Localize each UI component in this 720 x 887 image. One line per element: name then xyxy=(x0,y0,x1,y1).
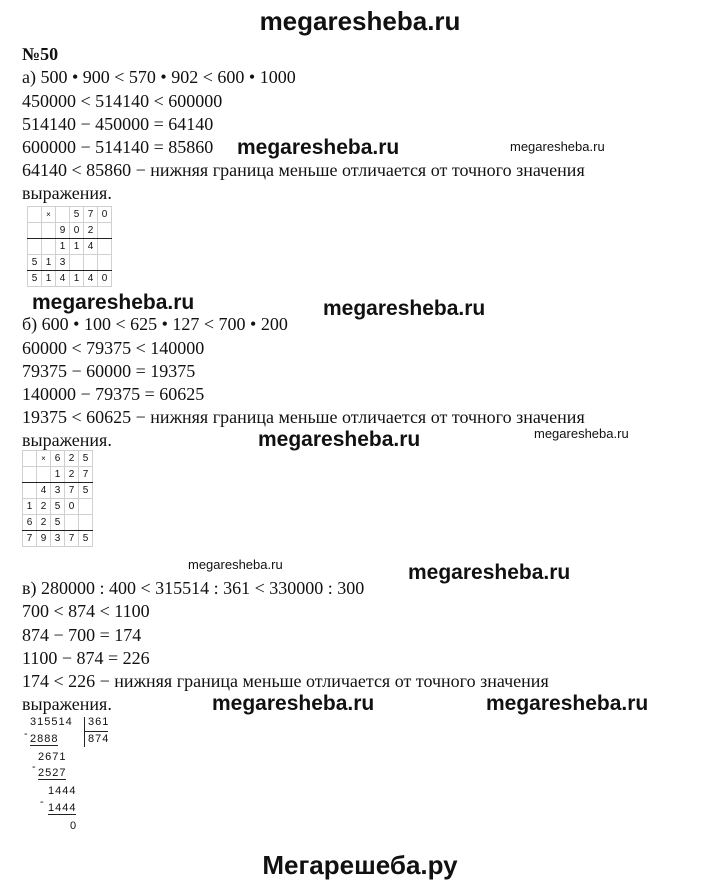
grid-cell: 5 xyxy=(70,207,84,223)
grid-cell xyxy=(42,239,56,255)
grid-cell: 2 xyxy=(37,499,51,515)
grid-cell xyxy=(79,499,93,515)
grid-cell xyxy=(28,223,42,239)
grid-cell xyxy=(70,255,84,271)
grid-cell xyxy=(84,255,98,271)
grid-cell xyxy=(23,451,37,467)
grid-cell: 9 xyxy=(37,531,51,547)
grid-cell xyxy=(23,467,37,483)
grid-cell: 5 xyxy=(51,499,65,515)
part-b-line-3: 79375 − 60000 = 19375 xyxy=(22,361,196,381)
watermark-small: megaresheba.ru xyxy=(510,139,605,154)
part-a-line-5: 64140 < 85860 − нижняя граница меньше отличается от точного значения xyxy=(22,160,585,180)
grid-cell: 5 xyxy=(79,531,93,547)
grid-cell: 7 xyxy=(23,531,37,547)
divisor: 361 xyxy=(88,716,110,728)
grid-cell: 3 xyxy=(51,483,65,499)
grid-cell: 1 xyxy=(70,271,84,287)
part-c-line-5: 174 < 226 − нижняя граница меньше отличается от точного значения xyxy=(22,671,549,691)
part-a-line-3: 514140 − 450000 = 64140 xyxy=(22,114,214,134)
grid-cell: 1 xyxy=(70,239,84,255)
times-sign: × xyxy=(37,451,51,467)
part-a-line-2: 450000 < 514140 < 600000 xyxy=(22,91,223,111)
grid-cell: 3 xyxy=(51,531,65,547)
grid-cell: 4 xyxy=(84,239,98,255)
grid-cell xyxy=(79,515,93,531)
part-b-line-6: выражения. xyxy=(22,430,112,450)
watermark-small: megaresheba.ru xyxy=(534,426,629,441)
grid-cell: 1 xyxy=(51,467,65,483)
grid-cell: 7 xyxy=(65,531,79,547)
dividend: 315514 xyxy=(30,716,73,728)
watermark: megaresheba.ru xyxy=(212,692,375,715)
part-b-line-1: б) 600 • 100 < 625 • 127 < 700 • 200 xyxy=(22,314,288,334)
multiplication-grid-b xyxy=(22,450,93,547)
division-bracket-horizontal xyxy=(84,731,108,732)
grid-cell xyxy=(23,483,37,499)
grid-cell: 4 xyxy=(56,271,70,287)
watermark: megaresheba.ru xyxy=(258,428,421,451)
grid-cell xyxy=(98,239,112,255)
grid-cell: 1 xyxy=(42,255,56,271)
watermark: megaresheba.ru xyxy=(486,692,649,715)
watermark: megaresheba.ru xyxy=(323,297,486,320)
grid-cell xyxy=(98,223,112,239)
minus-sign: - xyxy=(24,728,29,740)
grid-cell xyxy=(28,207,42,223)
watermark-small: megaresheba.ru xyxy=(188,557,283,572)
grid-cell: 1 xyxy=(56,239,70,255)
grid-cell: 5 xyxy=(79,451,93,467)
grid-cell xyxy=(65,515,79,531)
grid-cell xyxy=(56,207,70,223)
part-b-line-4: 140000 − 79375 = 60625 xyxy=(22,384,205,404)
grid-cell: 1 xyxy=(23,499,37,515)
grid-cell: 3 xyxy=(56,255,70,271)
division-step-2: 2671 xyxy=(38,751,67,763)
grid-cell: 2 xyxy=(65,467,79,483)
problem-number: №50 xyxy=(22,44,59,64)
division-step-1: 2888 xyxy=(30,733,59,745)
part-c-line-6: выражения. xyxy=(22,694,112,714)
watermark: megaresheba.ru xyxy=(237,136,400,159)
division-step-5: 1444 xyxy=(48,802,77,814)
division-step-4: 1444 xyxy=(48,785,77,797)
grid-cell xyxy=(98,255,112,271)
grid-cell: 0 xyxy=(98,207,112,223)
division-remainder: 0 xyxy=(70,820,78,832)
grid-cell: 4 xyxy=(37,483,51,499)
watermark: megaresheba.ru xyxy=(408,561,571,584)
multiplication-grid-a xyxy=(27,206,112,287)
part-c-line-4: 1100 − 874 = 226 xyxy=(22,648,150,668)
grid-cell: 0 xyxy=(70,223,84,239)
grid-cell xyxy=(28,239,42,255)
grid-cell: 6 xyxy=(23,515,37,531)
grid-cell: 5 xyxy=(51,515,65,531)
quotient: 874 xyxy=(88,733,110,745)
grid-cell: 7 xyxy=(79,467,93,483)
grid-cell: 6 xyxy=(51,451,65,467)
site-header: megaresheba.ru xyxy=(259,6,461,36)
minus-sign: - xyxy=(32,761,37,773)
part-c-line-2: 700 < 874 < 1100 xyxy=(22,601,150,621)
minus-sign: - xyxy=(40,796,45,808)
part-a-line-6: выражения. xyxy=(22,183,112,203)
part-a-line-4: 600000 − 514140 = 85860 xyxy=(22,137,214,157)
long-division xyxy=(22,716,122,834)
part-c-line-3: 874 − 700 = 174 xyxy=(22,625,142,645)
grid-cell: 5 xyxy=(28,255,42,271)
grid-cell: 9 xyxy=(56,223,70,239)
times-sign: × xyxy=(42,207,56,223)
site-footer: Мегарешеба.ру xyxy=(262,850,458,880)
part-b-line-5: 19375 < 60625 − нижняя граница меньше отличается от точного значения xyxy=(22,407,585,427)
grid-cell: 2 xyxy=(84,223,98,239)
watermark: megaresheba.ru xyxy=(32,291,195,314)
grid-cell xyxy=(42,223,56,239)
grid-cell: 7 xyxy=(65,483,79,499)
part-c-line-1: в) 280000 : 400 < 315514 : 361 < 330000 : 300 xyxy=(22,578,365,598)
grid-cell: 4 xyxy=(84,271,98,287)
grid-cell: 5 xyxy=(28,271,42,287)
grid-cell: 1 xyxy=(42,271,56,287)
grid-cell: 2 xyxy=(37,515,51,531)
grid-cell: 7 xyxy=(84,207,98,223)
division-bracket-vertical xyxy=(84,717,85,747)
grid-cell: 5 xyxy=(79,483,93,499)
division-step-3: 2527 xyxy=(38,767,67,779)
grid-cell: 0 xyxy=(65,499,79,515)
part-a-line-1: а) 500 • 900 < 570 • 902 < 600 • 1000 xyxy=(22,67,296,87)
grid-cell xyxy=(37,467,51,483)
part-b-line-2: 60000 < 79375 < 140000 xyxy=(22,338,205,358)
grid-cell: 0 xyxy=(98,271,112,287)
grid-cell: 2 xyxy=(65,451,79,467)
